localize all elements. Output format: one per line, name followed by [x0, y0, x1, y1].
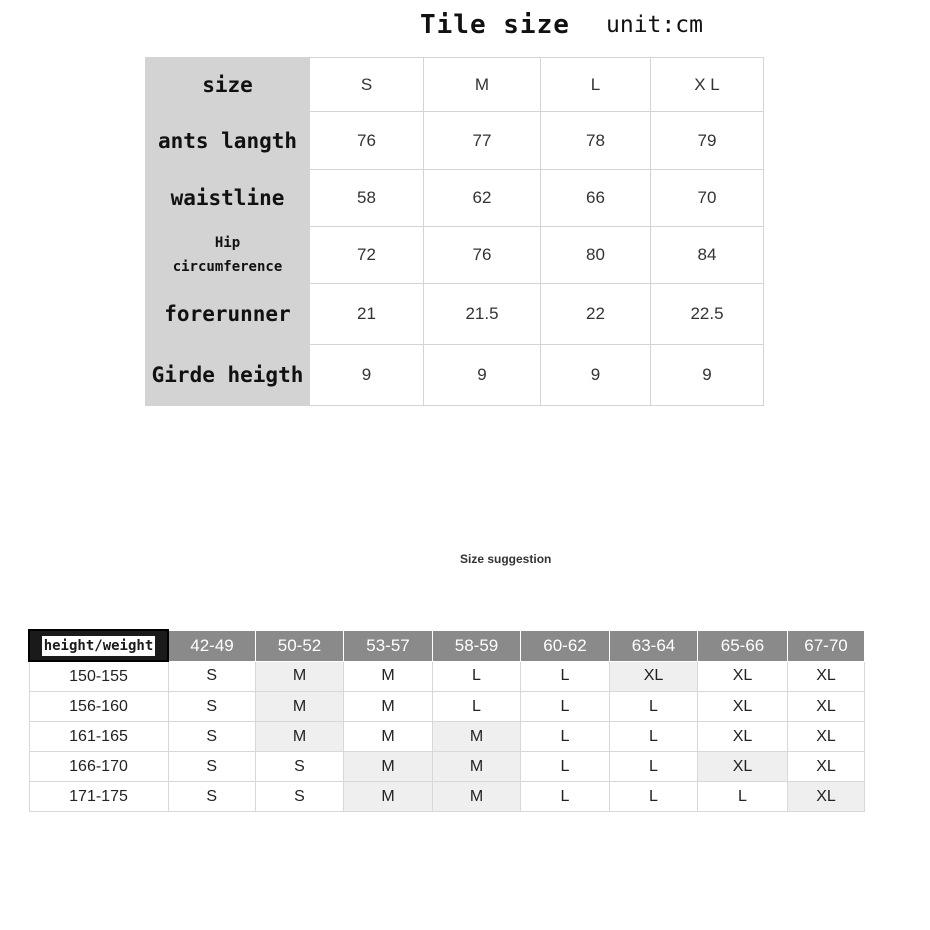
table-row — [146, 58, 764, 112]
table-cell: M — [344, 782, 433, 812]
table-cell: M — [256, 722, 344, 752]
table-cell: 80 — [541, 227, 651, 284]
column-header: 42-49 — [168, 630, 256, 661]
table-cell: 22 — [541, 284, 651, 345]
column-header: 50-52 — [256, 630, 344, 661]
table-cell: 21.5 — [424, 284, 541, 345]
table-cell: L — [433, 661, 521, 692]
table-row — [146, 284, 764, 345]
table-cell: L — [521, 722, 610, 752]
table-cell: 66 — [541, 170, 651, 227]
table-cell: 9 — [651, 345, 764, 406]
row-header: 156-160 — [29, 692, 168, 722]
table-cell: XL — [698, 722, 788, 752]
table-cell: M — [433, 722, 521, 752]
row-header: 166-170 — [29, 752, 168, 782]
table-row — [29, 722, 865, 752]
table-cell: S — [256, 782, 344, 812]
table-cell: L — [610, 722, 698, 752]
table-cell: S — [168, 752, 256, 782]
table-cell: 9 — [310, 345, 424, 406]
row-header: 161-165 — [29, 722, 168, 752]
column-header: 60-62 — [521, 630, 610, 661]
table-cell: 9 — [424, 345, 541, 406]
table-cell: L — [521, 782, 610, 812]
column-header: M — [424, 58, 541, 112]
row-header-line: Hip — [214, 235, 241, 251]
table-row — [29, 782, 865, 812]
column-header: 67-70 — [788, 630, 865, 661]
size-suggestion-table — [28, 629, 865, 812]
table-cell: L — [610, 782, 698, 812]
table-cell: 9 — [541, 345, 651, 406]
table-cell: L — [521, 692, 610, 722]
row-header: Girde heigth — [146, 345, 310, 406]
table-cell: XL — [698, 692, 788, 722]
table-cell: 78 — [541, 112, 651, 170]
column-header: 58-59 — [433, 630, 521, 661]
row-header-line: circumference — [172, 259, 283, 275]
table-cell: 84 — [651, 227, 764, 284]
table-cell: S — [168, 661, 256, 692]
table-cell: S — [168, 782, 256, 812]
column-header: 63-64 — [610, 630, 698, 661]
table-cell: 72 — [310, 227, 424, 284]
table-cell: M — [344, 692, 433, 722]
table-header-row — [29, 630, 865, 661]
table-cell: 79 — [651, 112, 764, 170]
row-header: forerunner — [146, 284, 310, 345]
table-cell: L — [521, 661, 610, 692]
row-header — [146, 227, 310, 284]
table-cell: M — [433, 782, 521, 812]
table-row — [146, 227, 764, 284]
table-cell: 76 — [424, 227, 541, 284]
row-header: waistline — [146, 170, 310, 227]
table-cell: XL — [610, 661, 698, 692]
table-cell: L — [433, 692, 521, 722]
row-header: ants langth — [146, 112, 310, 170]
corner-header-label: height/weight — [43, 638, 154, 654]
table-cell: 62 — [424, 170, 541, 227]
column-header: X L — [651, 58, 764, 112]
row-header: 150-155 — [29, 661, 168, 692]
unit-label: unit:cm — [606, 12, 703, 38]
table-cell: L — [610, 692, 698, 722]
table-cell: 77 — [424, 112, 541, 170]
size-suggestion-title: Size suggestion — [460, 552, 552, 566]
table-cell: M — [344, 752, 433, 782]
row-header: 171-175 — [29, 782, 168, 812]
table-cell: L — [698, 782, 788, 812]
table-cell: 76 — [310, 112, 424, 170]
table-cell: 21 — [310, 284, 424, 345]
table-cell: M — [256, 692, 344, 722]
row-header: size — [146, 58, 310, 112]
table-cell: M — [344, 661, 433, 692]
corner-header — [29, 630, 168, 661]
tile-size-title: Tile size — [420, 10, 570, 40]
table-cell: S — [168, 722, 256, 752]
table-cell: 58 — [310, 170, 424, 227]
table-row — [146, 170, 764, 227]
column-header: 65-66 — [698, 630, 788, 661]
table-cell: XL — [788, 661, 865, 692]
table-cell: XL — [788, 752, 865, 782]
column-header: 53-57 — [344, 630, 433, 661]
table-row — [146, 112, 764, 170]
table-cell: L — [521, 752, 610, 782]
table-cell: M — [433, 752, 521, 782]
table-cell: S — [256, 752, 344, 782]
table-row — [29, 661, 865, 692]
table-cell: XL — [788, 782, 865, 812]
table-cell: 70 — [651, 170, 764, 227]
table-cell: XL — [698, 661, 788, 692]
column-header: L — [541, 58, 651, 112]
table-cell: 22.5 — [651, 284, 764, 345]
table-row — [29, 692, 865, 722]
tile-size-table — [145, 57, 764, 406]
table-row — [29, 752, 865, 782]
column-header: S — [310, 58, 424, 112]
table-cell: XL — [788, 692, 865, 722]
table-cell: M — [256, 661, 344, 692]
table-cell: M — [344, 722, 433, 752]
table-cell: L — [610, 752, 698, 782]
table-cell: XL — [698, 752, 788, 782]
table-row — [146, 345, 764, 406]
table-cell: XL — [788, 722, 865, 752]
table-cell: S — [168, 692, 256, 722]
